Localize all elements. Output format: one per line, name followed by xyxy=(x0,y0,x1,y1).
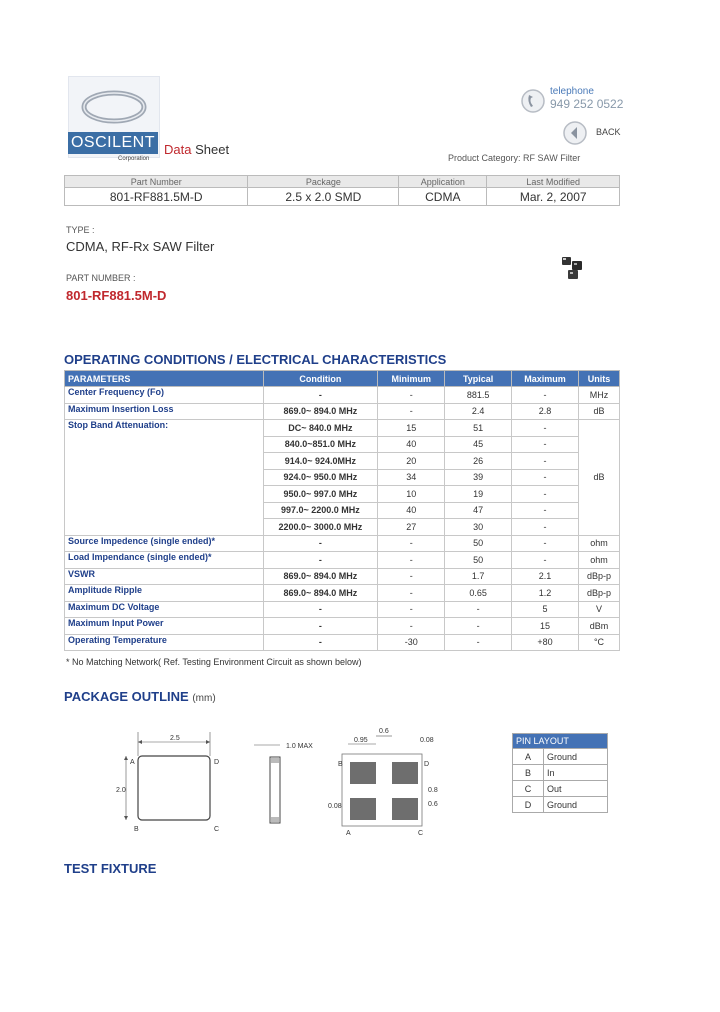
type-label: TYPE : xyxy=(66,225,95,235)
summary-value: 2.5 x 2.0 SMD xyxy=(248,188,399,206)
dim-pad-height: 0.8 xyxy=(428,787,438,794)
table-cell: 950.0~ 997.0 MHz xyxy=(263,486,378,503)
part-number-label: PART NUMBER : xyxy=(66,273,136,283)
package-unit: (mm) xyxy=(192,693,216,704)
table-cell: 869.0~ 894.0 MHz xyxy=(263,403,378,420)
table-cell: - xyxy=(512,436,579,453)
table-cell: dBm xyxy=(579,618,620,635)
table-cell: 1.7 xyxy=(445,568,512,585)
table-cell: - xyxy=(512,502,579,519)
table-row xyxy=(65,535,620,552)
param-cell: Load Impendance (single ended)* xyxy=(65,552,264,569)
table-cell: 40 xyxy=(378,502,445,519)
pin-key: D xyxy=(513,797,544,813)
table-cell: 840.0~851.0 MHz xyxy=(263,436,378,453)
table-cell: 19 xyxy=(445,486,512,503)
table-cell: - xyxy=(512,519,579,536)
table-cell: ohm xyxy=(579,552,620,569)
telephone-label: telephone xyxy=(550,86,594,97)
data-sheet-title xyxy=(164,142,229,157)
table-cell: 47 xyxy=(445,502,512,519)
table-cell: 869.0~ 894.0 MHz xyxy=(263,568,378,585)
electrical-title: OPERATING CONDITIONS / ELECTRICAL CHARACTERISTICS xyxy=(64,352,447,367)
footnote: * No Matching Network( Ref. Testing Environment Circuit as shown below) xyxy=(66,657,362,667)
table-cell: 2.8 xyxy=(512,403,579,420)
table-row xyxy=(65,634,620,651)
param-cell: Maximum Insertion Loss xyxy=(65,403,264,420)
table-cell: - xyxy=(512,552,579,569)
package-title xyxy=(64,689,216,704)
table-row xyxy=(65,618,620,635)
table-row xyxy=(513,765,608,781)
param-cell: Operating Temperature xyxy=(65,634,264,651)
summary-value: CDMA xyxy=(399,188,487,206)
telephone-number: 949 252 0522 xyxy=(550,97,624,111)
dim-pad-gap: 0.6 xyxy=(379,728,389,735)
table-row xyxy=(513,781,608,797)
table-row xyxy=(513,749,608,765)
pin-letter: A xyxy=(346,830,351,837)
pin-function: Out xyxy=(544,781,608,797)
table-cell: 2.1 xyxy=(512,568,579,585)
table-cell: DC~ 840.0 MHz xyxy=(263,420,378,437)
table-cell: MHz xyxy=(579,387,620,404)
table-cell: - xyxy=(378,585,445,602)
pin-letter: A xyxy=(130,759,135,766)
sheet-label: Sheet xyxy=(195,142,230,157)
table-cell: - xyxy=(378,387,445,404)
table-cell: dB xyxy=(579,403,620,420)
param-cell: Maximum DC Voltage xyxy=(65,601,264,618)
component-image xyxy=(560,255,586,281)
table-cell: 924.0~ 950.0 MHz xyxy=(263,469,378,486)
table-cell: 27 xyxy=(378,519,445,536)
table-cell: 881.5 xyxy=(445,387,512,404)
pin-letter: D xyxy=(214,759,220,766)
table-cell: - xyxy=(445,618,512,635)
dim-height: 2.0 xyxy=(116,787,126,794)
corporation-label: Corporation xyxy=(118,156,150,162)
table-cell: - xyxy=(378,568,445,585)
table-cell: - xyxy=(445,601,512,618)
pin-function: In xyxy=(544,765,608,781)
dim-max-thickness: 1.0 MAX xyxy=(286,743,313,750)
param-cell: Center Frequency (Fo) xyxy=(65,387,264,404)
part-number-value: 801-RF881.5M-D xyxy=(66,288,167,303)
table-cell: 50 xyxy=(445,552,512,569)
pin-key: A xyxy=(513,749,544,765)
dim-width: 2.5 xyxy=(170,735,180,742)
table-cell: -30 xyxy=(378,634,445,651)
table-row xyxy=(65,387,620,404)
column-header: Maximum xyxy=(512,371,579,387)
table-row xyxy=(65,585,620,602)
table-cell: - xyxy=(445,634,512,651)
table-cell: dBp-p xyxy=(579,568,620,585)
table-row xyxy=(65,420,620,437)
table-cell: 45 xyxy=(445,436,512,453)
back-link[interactable]: BACK xyxy=(596,127,621,137)
pin-letter: D xyxy=(424,761,430,768)
pin-function: Ground xyxy=(544,797,608,813)
table-cell: 26 xyxy=(445,453,512,470)
table-cell: - xyxy=(512,469,579,486)
table-cell: +80 xyxy=(512,634,579,651)
table-cell: 5 xyxy=(512,601,579,618)
param-cell: VSWR xyxy=(65,568,264,585)
dim-edge2: 0.08 xyxy=(420,737,434,744)
param-cell: Maximum Input Power xyxy=(65,618,264,635)
table-cell: - xyxy=(378,403,445,420)
logo-ring-icon xyxy=(69,77,159,133)
table-cell: - xyxy=(378,535,445,552)
table-cell: 0.65 xyxy=(445,585,512,602)
telephone-block xyxy=(550,86,623,111)
table-cell: 10 xyxy=(378,486,445,503)
table-cell: - xyxy=(263,387,378,404)
table-cell: ohm xyxy=(579,535,620,552)
table-cell: 34 xyxy=(378,469,445,486)
summary-table xyxy=(64,175,620,206)
summary-header: Package xyxy=(248,176,399,188)
pin-layout-table xyxy=(512,733,608,813)
table-cell: - xyxy=(512,387,579,404)
column-header: Typical xyxy=(445,371,512,387)
table-cell: 51 xyxy=(445,420,512,437)
table-cell: - xyxy=(378,601,445,618)
product-category: Product Category: RF SAW Filter xyxy=(448,153,581,163)
table-cell: 50 xyxy=(445,535,512,552)
table-row xyxy=(65,403,620,420)
table-cell: dB xyxy=(579,420,620,536)
pin-letter: C xyxy=(214,826,220,833)
table-cell: - xyxy=(263,535,378,552)
pin-letter: B xyxy=(338,761,343,768)
table-cell: dBp-p xyxy=(579,585,620,602)
table-cell: - xyxy=(512,453,579,470)
table-cell: °C xyxy=(579,634,620,651)
table-cell: 40 xyxy=(378,436,445,453)
table-cell: 2.4 xyxy=(445,403,512,420)
table-cell: 1.2 xyxy=(512,585,579,602)
back-arrow-icon[interactable] xyxy=(562,120,588,146)
table-cell: 20 xyxy=(378,453,445,470)
dim-pad-width: 0.95 xyxy=(354,737,368,744)
table-cell: 2200.0~ 3000.0 MHz xyxy=(263,519,378,536)
column-header: Condition xyxy=(263,371,378,387)
column-header: Minimum xyxy=(378,371,445,387)
table-cell: 30 xyxy=(445,519,512,536)
column-header: Units xyxy=(579,371,620,387)
column-header: PARAMETERS xyxy=(65,371,264,387)
table-cell: - xyxy=(512,535,579,552)
test-fixture-title: TEST FIXTURE xyxy=(64,861,157,876)
pin-function: Ground xyxy=(544,749,608,765)
dim-edge: 0.08 xyxy=(328,803,342,810)
package-top-view xyxy=(110,730,240,836)
summary-value: 801-RF881.5M-D xyxy=(65,188,248,206)
type-value: CDMA, RF-Rx SAW Filter xyxy=(66,239,215,254)
table-cell: - xyxy=(378,552,445,569)
table-cell: 869.0~ 894.0 MHz xyxy=(263,585,378,602)
table-cell: - xyxy=(263,634,378,651)
summary-header: Last Modified xyxy=(487,176,620,188)
table-cell: 997.0~ 2200.0 MHz xyxy=(263,502,378,519)
table-cell: 39 xyxy=(445,469,512,486)
table-cell: - xyxy=(512,420,579,437)
param-cell: Stop Band Attenuation: xyxy=(65,420,264,536)
table-cell: 15 xyxy=(378,420,445,437)
logo-text: OSCILENT xyxy=(68,132,158,154)
electrical-table xyxy=(64,370,620,651)
table-cell: - xyxy=(263,618,378,635)
pin-key: B xyxy=(513,765,544,781)
pin-key: C xyxy=(513,781,544,797)
table-cell: 914.0~ 924.0MHz xyxy=(263,453,378,470)
table-cell: - xyxy=(512,486,579,503)
package-side-view xyxy=(250,735,320,831)
table-row xyxy=(513,797,608,813)
table-row xyxy=(65,568,620,585)
summary-value: Mar. 2, 2007 xyxy=(487,188,620,206)
table-cell: - xyxy=(263,601,378,618)
package-title-text: PACKAGE OUTLINE xyxy=(64,689,189,704)
table-cell: - xyxy=(263,552,378,569)
summary-header: Part Number xyxy=(65,176,248,188)
pin-letter: C xyxy=(418,830,424,837)
param-cell: Source Impedence (single ended)* xyxy=(65,535,264,552)
data-label: Data xyxy=(164,142,192,157)
table-cell: V xyxy=(579,601,620,618)
pin-layout-title: PIN LAYOUT xyxy=(513,734,608,749)
table-row xyxy=(65,601,620,618)
summary-header: Application xyxy=(399,176,487,188)
pin-letter: B xyxy=(134,826,139,833)
table-cell: 15 xyxy=(512,618,579,635)
table-cell: - xyxy=(378,618,445,635)
table-row xyxy=(65,552,620,569)
phone-icon xyxy=(520,88,546,114)
param-cell: Amplitude Ripple xyxy=(65,585,264,602)
dim-pad-gap-v: 0.6 xyxy=(428,801,438,808)
